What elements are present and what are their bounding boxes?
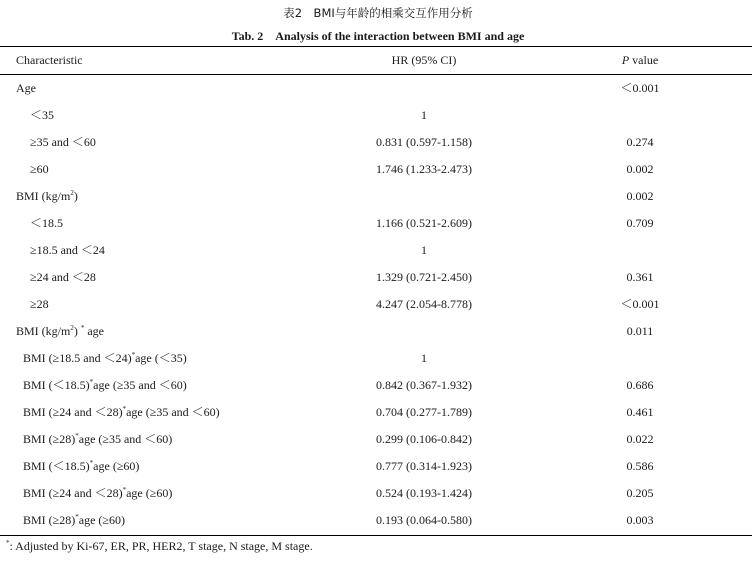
row-characteristic: ≥28 [30, 297, 49, 311]
row-p: 0.003 [626, 513, 654, 527]
table-row [0, 78, 752, 98]
table-row [0, 375, 752, 395]
superscript: * [131, 351, 136, 359]
superscript: * [89, 459, 94, 467]
superscript: * [122, 486, 127, 494]
row-characteristic-text: age (≥60) [93, 459, 140, 473]
row-characteristic-text: ) [73, 189, 78, 203]
table-row [0, 294, 752, 314]
row-hr: 0.842 (0.367-1.932) [376, 378, 472, 392]
row-p: 0.002 [626, 162, 654, 176]
row-characteristic [23, 483, 172, 503]
row-characteristic [16, 321, 104, 341]
row-characteristic [23, 429, 172, 449]
header-hr: HR (95% CI) [391, 53, 457, 67]
row-characteristic-text: BMI (≥28) [23, 513, 76, 527]
table-row [0, 456, 752, 476]
row-p: ＜0.001 [620, 297, 660, 311]
table-title-cn: 表2 BMI与年龄的相乘交互作用分析 [283, 6, 473, 20]
row-p: 0.461 [626, 405, 654, 419]
superscript: 2 [70, 189, 74, 197]
superscript: * [75, 432, 79, 440]
row-characteristic [23, 510, 125, 530]
header-characteristic: Characteristic [16, 53, 83, 67]
row-p: 0.361 [626, 270, 654, 284]
table-row [0, 132, 752, 152]
row-characteristic-text: age (＜35) [135, 351, 187, 365]
row-p: 0.011 [626, 324, 654, 338]
row-characteristic-text: BMI (≥24 and ＜28) [23, 405, 123, 419]
row-characteristic-text: age [84, 324, 104, 338]
table-header [0, 50, 752, 70]
row-characteristic: ≥18.5 and ＜24 [30, 243, 105, 257]
header-p-value [580, 50, 700, 70]
table-footnote [6, 539, 313, 554]
bottom-rule [0, 535, 752, 536]
row-characteristic-text: age (≥35 and ＜60) [93, 378, 187, 392]
row-p: 0.709 [626, 216, 654, 230]
row-p: 0.686 [626, 378, 654, 392]
row-hr: 0.299 (0.106-0.842) [376, 432, 472, 446]
row-p: 0.586 [626, 459, 654, 473]
row-p: 0.274 [626, 135, 654, 149]
table-row [0, 348, 752, 368]
row-p: 0.002 [626, 189, 654, 203]
row-characteristic-text: BMI (≥28) [23, 432, 76, 446]
row-characteristic-text: age (≥35 and ＜60) [78, 432, 173, 446]
row-hr: 0.704 (0.277-1.789) [376, 405, 472, 419]
row-hr: 1.329 (0.721-2.450) [376, 270, 472, 284]
row-p: 0.022 [626, 432, 654, 446]
header-p-rest: value [629, 53, 659, 67]
row-characteristic: ＜18.5 [30, 216, 64, 230]
top-rule [0, 46, 752, 47]
row-characteristic [23, 456, 139, 476]
row-characteristic: Age [16, 81, 36, 95]
row-characteristic: ＜35 [30, 108, 55, 122]
table-row [0, 105, 752, 125]
row-characteristic: ≥35 and ＜60 [30, 135, 96, 149]
row-characteristic-text: BMI (＜18.5) [23, 459, 90, 473]
row-characteristic-text: BMI (＜18.5) [23, 378, 90, 392]
row-hr: 0.777 (0.314-1.923) [376, 459, 472, 473]
row-hr: 1 [421, 108, 427, 122]
row-characteristic: ≥60 [30, 162, 49, 176]
row-characteristic-text: age (≥60) [78, 513, 125, 527]
table-row [0, 483, 752, 503]
row-characteristic-text: age (≥35 and ＜60) [126, 405, 220, 419]
row-hr: 1 [421, 351, 427, 365]
row-hr: 4.247 (2.054-8.778) [376, 297, 472, 311]
row-hr: 1 [421, 243, 427, 257]
row-characteristic-text: BMI (kg/m [16, 324, 71, 338]
footnote-text: : Adjusted by Ki-67, ER, PR, HER2, T stage, N stage, M stage. [9, 539, 313, 553]
superscript: * [80, 324, 85, 332]
row-characteristic [23, 402, 220, 422]
header-p-italic: P [621, 53, 630, 67]
row-characteristic [23, 375, 187, 395]
row-characteristic-text: age (≥60) [126, 486, 173, 500]
row-characteristic [16, 186, 78, 206]
row-characteristic-text: BMI (≥18.5 and ＜24) [23, 351, 132, 365]
table-row [0, 429, 752, 449]
table-row [0, 186, 752, 206]
table-row [0, 159, 752, 179]
row-hr: 1.166 (0.521-2.609) [376, 216, 472, 230]
table-row [0, 321, 752, 341]
table-row [0, 213, 752, 233]
row-characteristic: ≥24 and ＜28 [30, 270, 96, 284]
superscript: 2 [70, 324, 74, 332]
row-characteristic-text: BMI (kg/m [16, 189, 71, 203]
superscript: * [122, 405, 127, 413]
superscript: * [89, 378, 94, 386]
row-characteristic-text: BMI (≥24 and ＜28) [23, 486, 123, 500]
table-title-en: Tab. 2 Analysis of the interaction between BMI and age [231, 29, 525, 43]
table-row [0, 267, 752, 287]
row-p: 0.205 [626, 486, 654, 500]
row-hr: 1.746 (1.233-2.473) [376, 162, 472, 176]
header-rule [0, 74, 752, 75]
row-characteristic-text: ) [73, 324, 81, 338]
table-row [0, 240, 752, 260]
row-p: ＜0.001 [620, 81, 660, 95]
row-hr: 0.524 (0.193-1.424) [376, 486, 472, 500]
superscript: * [75, 513, 79, 521]
table-row [0, 402, 752, 422]
footnote-mark: * [6, 539, 10, 547]
row-hr: 0.193 (0.064-0.580) [376, 513, 472, 527]
row-characteristic [23, 348, 187, 368]
table-row [0, 510, 752, 530]
row-hr: 0.831 (0.597-1.158) [376, 135, 472, 149]
